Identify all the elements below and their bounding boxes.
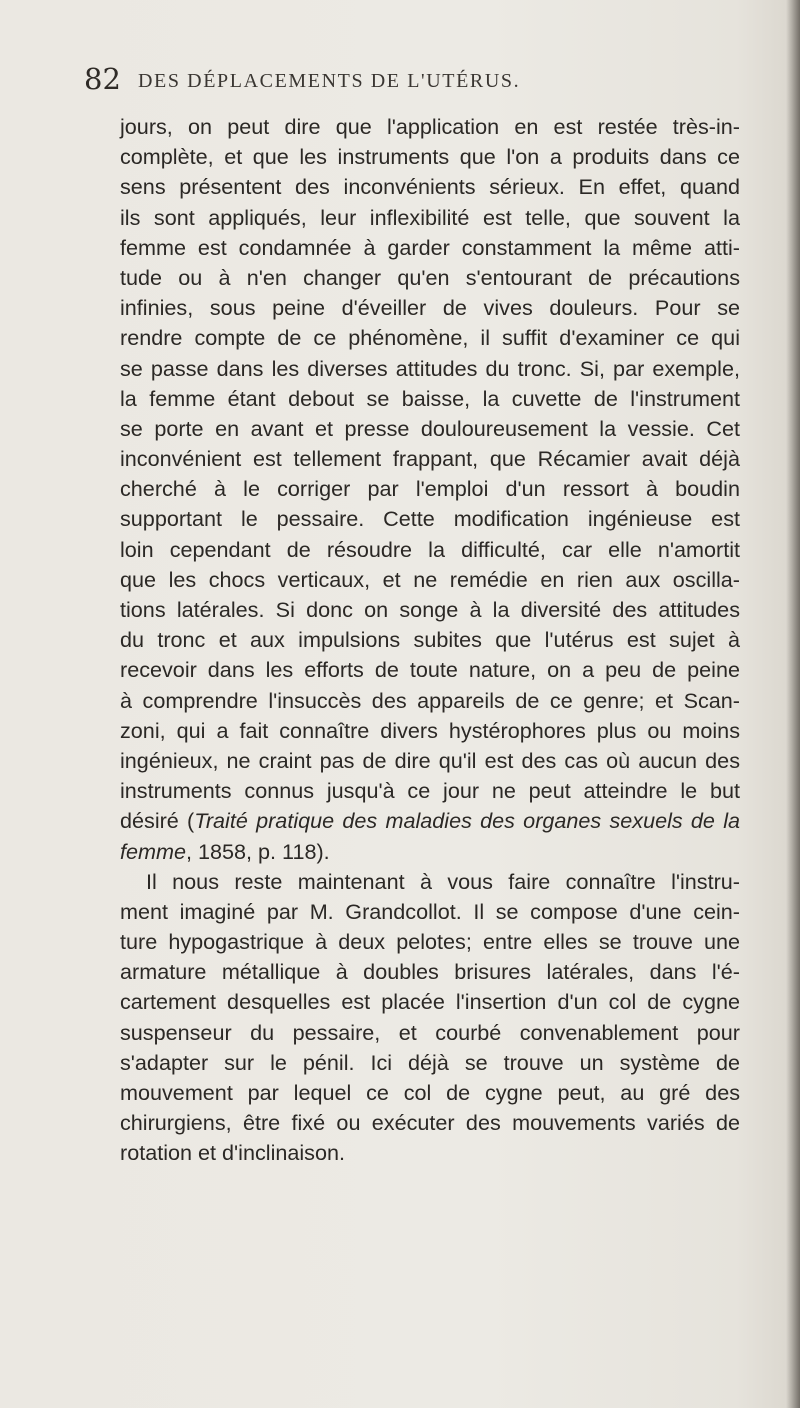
text-line: armature métallique à doubles brisures latérales, dans l'é- bbox=[120, 959, 740, 985]
text-line: loin cependant de résoudre la difficulté, car elle n'amortit bbox=[120, 536, 740, 562]
text-line: rotation et d'inclinaison. bbox=[120, 1140, 345, 1166]
citation-title: Traité pratique des maladies des organes sexuels de la bbox=[194, 808, 741, 834]
text-line: à comprendre l'insuccès des appareils de ce genre; et Scan- bbox=[120, 687, 740, 713]
text-line: cartement desquelles est placée l'insertion d'un col de cygne bbox=[120, 989, 740, 1015]
page-number: 82 bbox=[84, 62, 121, 96]
text-line: complète, et que les instruments que l'on a produits dans ce bbox=[120, 144, 740, 170]
text-line: zoni, qui a fait connaître divers hystérophores plus ou moins bbox=[120, 717, 740, 743]
text-line: recevoir dans les efforts de toute nature, on a peu de peine bbox=[120, 657, 740, 683]
text-line: cherché à le corriger par l'emploi d'un ressort à boudin bbox=[120, 476, 740, 502]
page-header bbox=[84, 62, 764, 102]
text-line: jours, on peut dire que l'application en est restée très-in- bbox=[120, 114, 740, 139]
citation-title-end: femme bbox=[120, 838, 186, 864]
text-line: tude ou à n'en changer qu'en s'entourant de précautions bbox=[120, 264, 740, 290]
text-line: suspenseur du pessaire, et courbé convenablement pour bbox=[120, 1019, 740, 1045]
text-line: rendre compte de ce phénomène, il suffit d'examiner ce qui bbox=[120, 325, 740, 351]
text-line: ils sont appliqués, leur inflexibilité est telle, que souvent la bbox=[120, 204, 740, 230]
text-line: se passe dans les diverses attitudes du tronc. Si, par exemple, bbox=[120, 355, 740, 381]
citation-line-end bbox=[120, 837, 740, 867]
binding-edge-shadow bbox=[786, 0, 800, 1408]
text-line: instruments connus jusqu'à ce jour ne peut atteindre le but bbox=[120, 778, 740, 804]
text-line: Il nous reste maintenant à vous faire connaître l'instru- bbox=[146, 868, 740, 894]
body-text bbox=[120, 112, 740, 1169]
text-line: sens présentent des inconvénients sérieux. En effet, quand bbox=[120, 174, 740, 200]
text-line: mouvement par lequel ce col de cygne peut, au gré des bbox=[120, 1080, 740, 1105]
text-line: que les chocs verticaux, et ne remédie en rien aux oscilla- bbox=[120, 566, 740, 592]
text-line: du tronc et aux impulsions subites que l'utérus est sujet à bbox=[120, 627, 740, 653]
text-line: supportant le pessaire. Cette modification ingénieuse est bbox=[120, 506, 740, 532]
text-line: ingénieux, ne craint pas de dire qu'il est des cas où aucun des bbox=[120, 747, 740, 773]
text-line: ment imaginé par M. Grandcollot. Il se compose d'une cein- bbox=[120, 898, 740, 924]
citation-line bbox=[120, 806, 740, 836]
text-line: femme est condamnée à garder constamment la même atti- bbox=[120, 234, 740, 260]
text-line: infinies, sous peine d'éveiller de vives douleurs. Pour se bbox=[120, 295, 740, 321]
text-line: s'adapter sur le pénil. Ici déjà se trouve un système de bbox=[120, 1049, 740, 1075]
citation-prefix: désiré ( bbox=[120, 808, 195, 834]
text-line: ture hypogastrique à deux pelotes; entre elles se trouve une bbox=[120, 929, 740, 955]
text-line: inconvénient est tellement frappant, que Récamier avait déjà bbox=[120, 446, 740, 472]
running-title: DES DÉPLACEMENTS DE L'UTÉRUS. bbox=[138, 70, 521, 92]
text-line: la femme étant debout se baisse, la cuvette de l'instrument bbox=[120, 385, 740, 411]
text-line: se porte en avant et presse douloureusement la vessie. Cet bbox=[120, 415, 740, 441]
text-line: tions latérales. Si donc on songe à la diversité des attitudes bbox=[120, 597, 740, 622]
citation-suffix: , 1858, p. 118). bbox=[186, 838, 330, 864]
paragraph-1 bbox=[120, 112, 740, 867]
text-line: chirurgiens, être fixé ou exécuter des mouvements variés de bbox=[120, 1110, 740, 1136]
paragraph-2 bbox=[120, 867, 740, 1169]
